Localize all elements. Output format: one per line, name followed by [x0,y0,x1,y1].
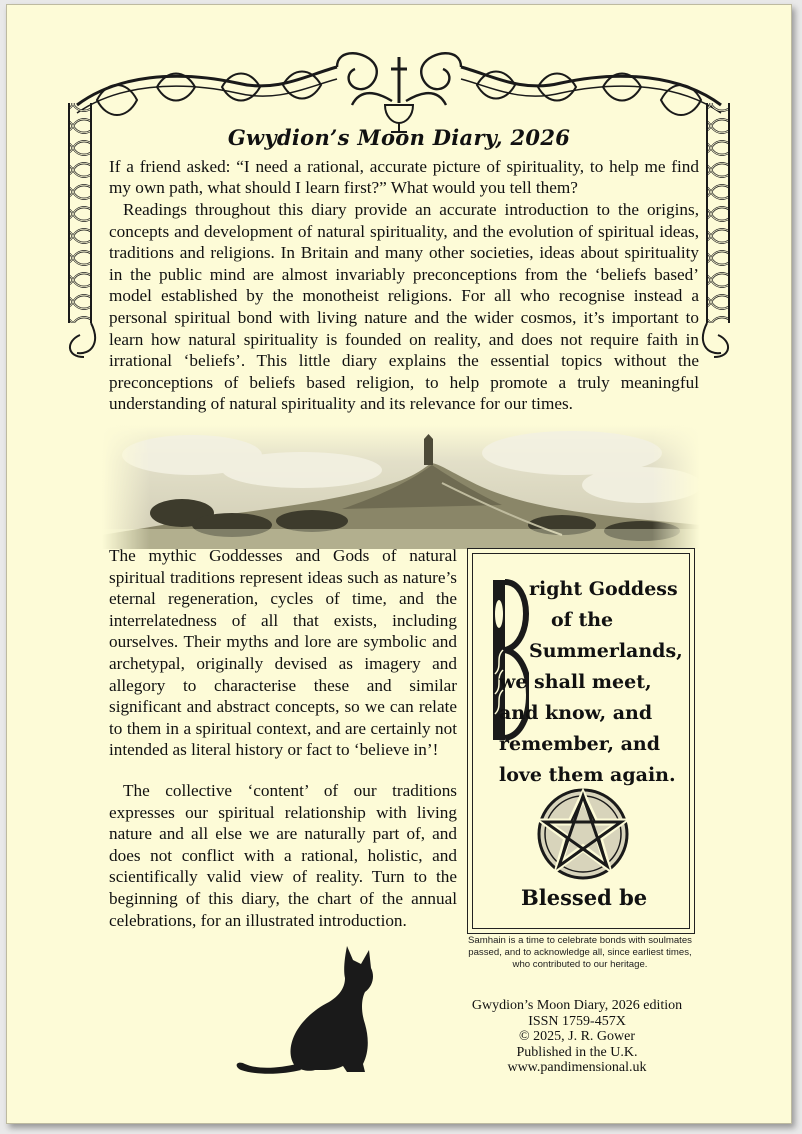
poster-line-4: we shall meet, [499,671,652,693]
blessing-poster [467,548,695,934]
poster-line-3: Summerlands, [529,640,683,662]
cat-silhouette-icon [229,942,389,1076]
issn-line: ISSN 1759-457X [528,1013,626,1029]
page-title: Gwydion’s Moon Diary, 2026 [227,125,571,150]
published-line: Published in the U.K. [516,1044,638,1060]
website-link[interactable]: www.pandimensional.uk [507,1060,647,1075]
poster-line-7: love them again. [499,764,676,786]
poster-line-6: remember, and [499,733,661,755]
diary-page [6,4,792,1124]
traditions-paragraph: The collective ‘content’ of our traditions expresses our spiritual relationship with living nature and all else we are naturally part of, and does not conflict with a rational, holistic, and scientifically valid view of reality. Turn to the beginning of this diary, the chart of the annual celebrations, for an illustrated introduction. [109,781,457,930]
copyright-line: © 2025, J. R. Gower [518,1029,636,1044]
pentagram-icon [535,786,631,882]
poster-line-2: of the [551,609,614,631]
poster-line-5: and know, and [499,702,653,724]
readings-paragraph: Readings throughout this diary provide an accurate introduction to the origins, concepts and development of natural spirituality, and the evolution of spiritual ideas, traditions and religions. In Britain and many other societies, ideas about spirituality in the public mind are almost invariably preconceptions from the ‘beliefs based’ model established by the monotheist religions. For all who recognise instead a personal spiritual bond with living nature and the wider cosmos, it’s important to learn how natural spirituality is founded on reality, and does not require faith in irrational ‘beliefs’. This little diary explains the essential topics without the preconceptions of beliefs based religion, to help promote a truly meaningful understanding of natural spirituality and its relevance for our times. [109,200,699,414]
poster-line-1: right Goddess [529,578,678,600]
edition-line: Gwydion’s Moon Diary, 2026 edition [471,998,683,1013]
poster-inner-border [472,553,690,929]
edition-info [457,998,697,1076]
goddesses-paragraph: The mythic Goddesses and Gods of natural spiritual traditions represent ideas such as nature’s eternal regeneration, cycles of time, and the interrelatedness of all that exists, including ourselves. Their myths and lore are symbolic and archetypal, originally devised as imagery and allegory to characterise these and similar significant and abstract concepts, so we can relate to them in a spiritual context, and are certainly not intended as literal history or fact to ‘believe in’! [109,546,457,760]
intro-paragraph: If a friend asked: “I need a rational, accurate picture of spirituality, to help me find my own path, what should I learn first?” What would you tell them? [109,157,699,198]
tor-landscape-image [102,425,700,549]
blessed-be-text: Blessed be [521,885,648,910]
poster-caption: Samhain is a time to celebrate bonds with soulmates passed, and to acknowledge all, since earliest times, who contributed to our heritage. [468,935,692,970]
